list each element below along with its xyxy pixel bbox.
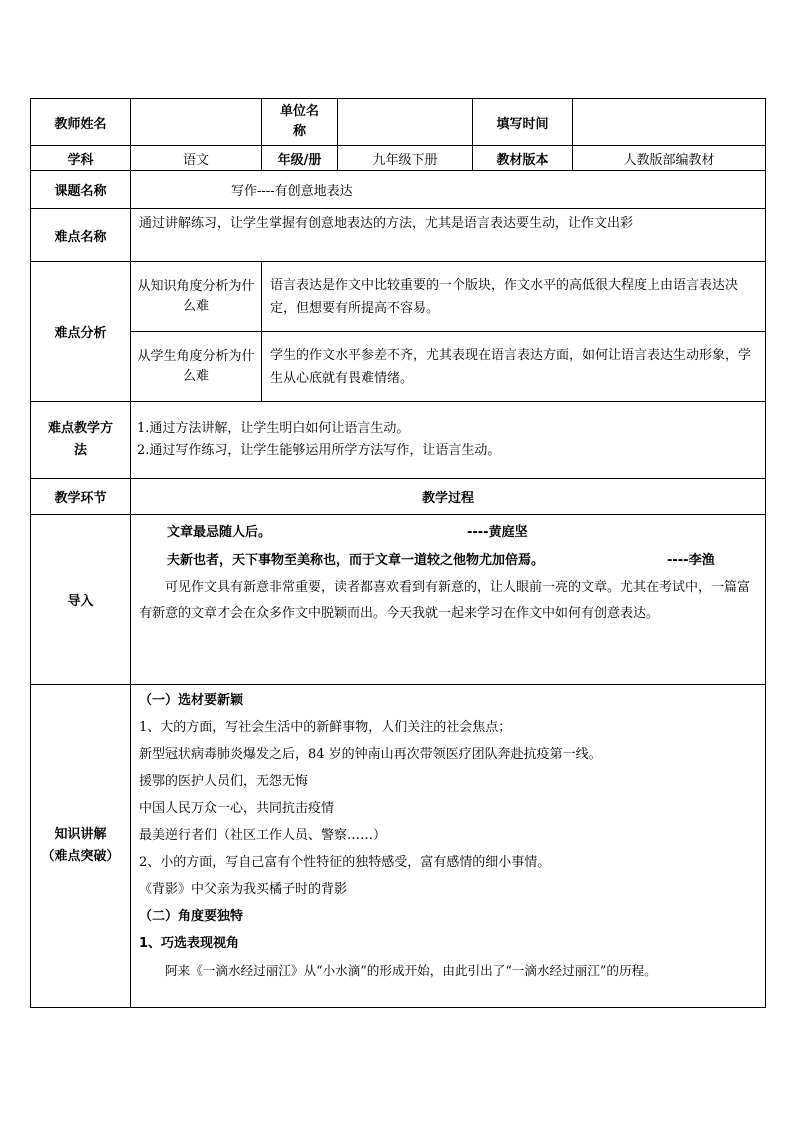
subject-value: 语文 [131, 146, 262, 171]
knowledge-angle-text: 语言表达是作文中比较重要的一个版块，作文水平的高低很大程度上由语言表达决定，但想要有所提高不容易。 [270, 277, 739, 316]
knowledge-line: 《背影》中父亲为我买橘子时的背影 [139, 882, 348, 897]
quote-2-author: ----李渔 [667, 553, 715, 568]
difficulty-row [31, 209, 766, 262]
quote-1-author: ----黄庭坚 [467, 525, 528, 540]
analysis-row-1 [31, 262, 766, 332]
edition-value: 人教版部编教材 [573, 146, 766, 171]
knowledge-row [31, 685, 766, 1008]
intro-quote-1 [139, 519, 757, 547]
knowledge-cell [131, 685, 766, 1008]
student-angle-label: 从学生角度分析为什么难 [131, 332, 262, 402]
process-step-label: 教学环节 [31, 479, 131, 515]
subject-label: 学科 [31, 146, 131, 171]
method-line-2: 2.通过写作练习，让学生能够运用所学方法写作，让语言生动。 [137, 443, 501, 458]
student-angle-cell [262, 332, 766, 402]
knowledge-label-line-1: 知识讲解 [54, 827, 107, 842]
topic-label: 课题名称 [31, 171, 131, 209]
topic-row [31, 171, 766, 209]
unit-name-label [262, 99, 338, 146]
unit-name-value [338, 99, 473, 146]
knowledge-line: 新型冠状病毒肺炎爆发之后，84 岁的钟南山再次带领医疗团队奔赴抗疫第一线。 [139, 747, 602, 762]
fill-date-value [573, 99, 766, 146]
student-angle-text: 学生的作文水平参差不齐，尤其表现在语言表达方面，如何让语言表达生动形象，学生从心底就有畏难情绪。 [270, 347, 752, 386]
method-row [31, 402, 766, 479]
intro-row [31, 515, 766, 685]
intro-label: 导入 [31, 515, 131, 685]
analysis-row-2 [31, 332, 766, 402]
knowledge-label [31, 685, 131, 1008]
method-text [131, 414, 765, 466]
knowledge-line: 1、大的方面，写社会生活中的新鲜事物，人们关注的社会焦点； [139, 720, 512, 735]
knowledge-line: 最美逆行者们（社区工作人员、警察……） [139, 828, 387, 843]
edition-label: 教材版本 [473, 146, 573, 171]
subsection-heading: 1、巧选表现视角 [139, 936, 240, 951]
knowledge-line: 中国人民万众一心，共同抗击疫情 [139, 801, 335, 816]
teacher-name-label: 教师姓名 [31, 99, 131, 146]
knowledge-line: 2、小的方面，写自己富有个性特征的独特感受，富有感情的细小事情。 [139, 855, 551, 870]
method-label [31, 402, 131, 479]
lesson-plan-sheet [30, 98, 765, 1008]
knowledge-line: 援鄂的医护人员们，无怨无悔 [139, 774, 309, 789]
fill-date-label: 填写时间 [473, 99, 573, 146]
lesson-plan-table [30, 98, 766, 1008]
process-header-row [31, 479, 766, 515]
quote-1-text: 文章最忌随人后。 [167, 525, 272, 540]
method-label-line-1: 难点教学方 [47, 421, 113, 436]
process-title: 教学过程 [131, 479, 766, 515]
section-heading-2: （二）角度要独特 [139, 909, 244, 924]
intro-content [131, 515, 765, 627]
grade-label: 年级/册 [262, 146, 338, 171]
analysis-label: 难点分析 [31, 262, 131, 402]
knowledge-line: 阿来《一滴水经过丽江》从“小水滴”的形成开始，由此引出了“一滴水经过丽江”的历程。 [165, 963, 657, 978]
intro-quote-2 [139, 547, 757, 575]
knowledge-label-line-2: （难点突破） [41, 849, 120, 864]
intro-cell [131, 515, 766, 685]
method-label-line-2: 法 [73, 443, 87, 458]
topic-value: 写作----有创意地表达 [131, 171, 766, 209]
method-line-1: 1.通过方法讲解，让学生明白如何让语言生动。 [137, 421, 410, 436]
intro-paragraph: 可见作文具有新意非常重要，读者都喜欢看到有新意的，让人眼前一亮的文章。尤其在考试中，一篇富有新意的文章才会在众多作文中脱颖而出。今天我就一起来学习在作文中如何有创意表达。 [139, 580, 751, 621]
grade-value: 九年级下册 [338, 146, 473, 171]
unit-label-line-1: 单位名 [279, 104, 319, 119]
quote-2-text: 夫新也者，天下事物至美称也，而于文章一道较之他物尤加倍焉。 [167, 553, 545, 568]
method-cell [131, 402, 766, 479]
info-row-1 [31, 99, 766, 146]
difficulty-value: 通过讲解练习，让学生掌握有创意地表达的方法，尤其是语言表达要生动，让作文出彩 [139, 216, 634, 231]
teacher-name-value [131, 99, 262, 146]
section-heading-1: （一）选材要新颖 [139, 693, 244, 708]
knowledge-content [131, 685, 765, 986]
knowledge-angle-cell [262, 262, 766, 332]
info-row-2 [31, 146, 766, 171]
difficulty-cell [131, 209, 766, 262]
difficulty-label: 难点名称 [31, 209, 131, 262]
knowledge-angle-label: 从知识角度分析为什么难 [131, 262, 262, 332]
unit-label-line-2: 称 [292, 124, 306, 139]
